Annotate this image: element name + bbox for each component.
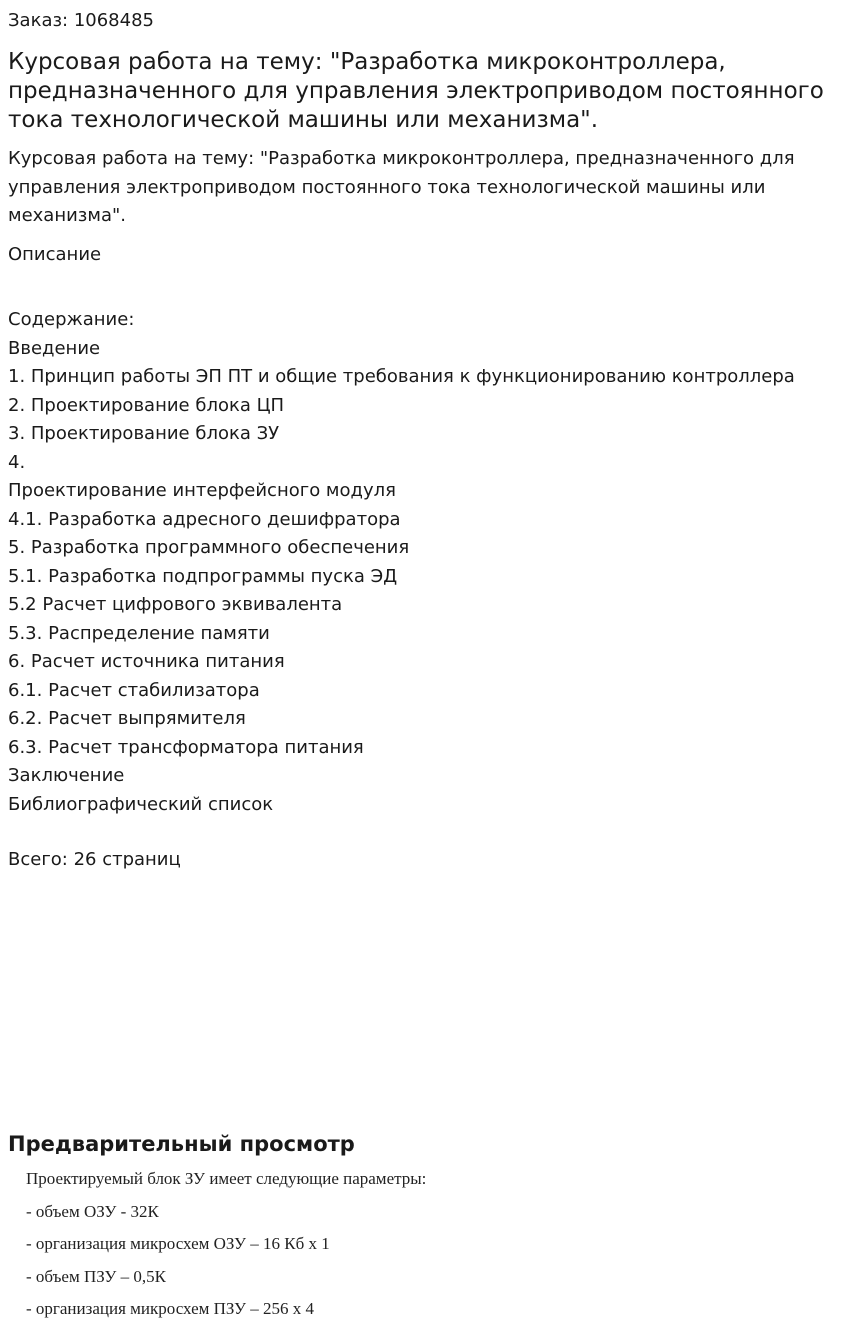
preview-excerpt	[26, 1163, 826, 1326]
toc-item: Библиографический список	[8, 793, 274, 815]
preview-heading: Предварительный просмотр	[8, 1132, 355, 1156]
toc-item: Проектирование интерфейсного модуля	[8, 480, 396, 501]
toc-item: 1. Принцип работы ЭП ПТ и общие требования к функционированию контроллера	[8, 366, 795, 387]
intro-paragraph: Курсовая работа на тему: "Разработка микроконтроллера, предназначенного для управления электроприводом постоянного тока технологической машины или механизма".	[8, 148, 795, 226]
toc-item: Заключение	[8, 765, 125, 786]
toc-item: 5.2 Расчет цифрового эквивалента	[8, 594, 343, 615]
toc-item: 6.1. Расчет стабилизатора	[8, 679, 260, 701]
preview-line: - организация микросхем ПЗУ – 256 х 4	[26, 1299, 315, 1318]
toc-item: 5.1. Разработка подпрограммы пуска ЭД	[8, 565, 398, 587]
description-label: Описание	[8, 244, 102, 265]
page-title: Курсовая работа на тему: "Разработка микроконтроллера, предназначенного для управления электроприводом постоянного тока технологической машины или механизма".	[8, 49, 824, 133]
toc-item: 6. Расчет источника питания	[8, 651, 285, 672]
toc-heading: Содержание:	[8, 309, 135, 330]
toc-item: 4.	[8, 451, 26, 473]
toc-item: Введение	[8, 337, 101, 359]
toc-item: 6.3. Расчет трансформатора питания	[8, 736, 364, 758]
table-of-contents	[8, 306, 842, 819]
order-number: Заказ: 1068485	[8, 10, 154, 31]
toc-item: 2. Проектирование блока ЦП	[8, 394, 285, 416]
total-pages: Всего: 26 страниц	[8, 849, 181, 870]
preview-line: - организация микросхем ОЗУ – 16 Кб х 1	[26, 1234, 330, 1253]
toc-item: 5. Разработка программного обеспечения	[8, 537, 410, 558]
preview-line: - объем ОЗУ - 32К	[26, 1201, 159, 1221]
toc-item: 4.1. Разработка адресного дешифратора	[8, 508, 401, 530]
toc-item: 5.3. Распределение памяти	[8, 622, 270, 644]
preview-line: - объем ПЗУ – 0,5К	[26, 1266, 166, 1286]
toc-item: 3. Проектирование блока ЗУ	[8, 423, 280, 444]
preview-line: Проектируемый блок ЗУ имеет следующие параметры:	[26, 1169, 427, 1188]
toc-item: 6.2. Расчет выпрямителя	[8, 708, 246, 729]
